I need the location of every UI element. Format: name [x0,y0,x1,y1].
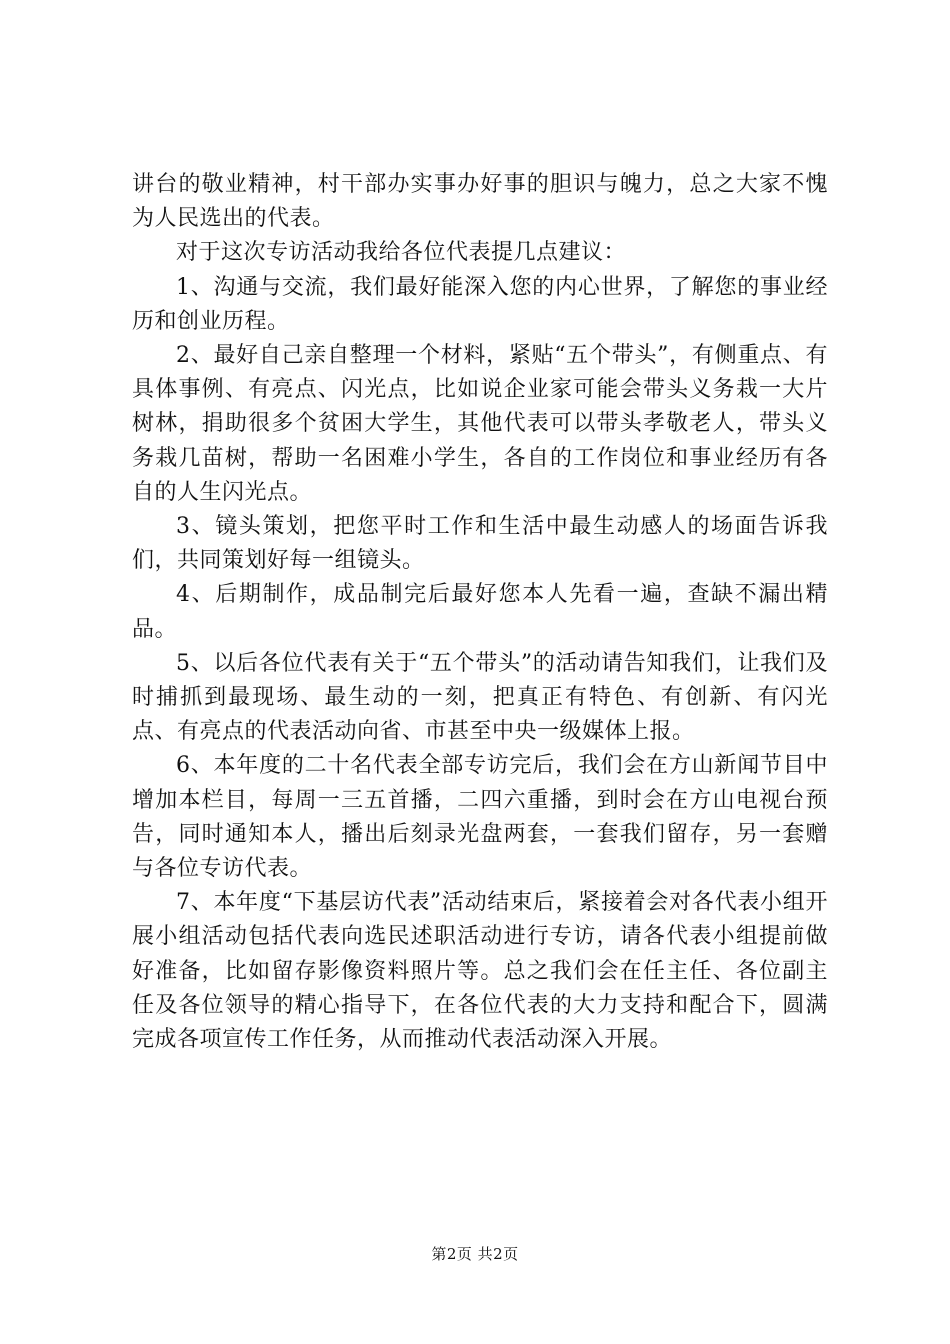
page-footer [0,1244,950,1264]
paragraph-item-1: 1、沟通与交流，我们最好能深入您的内心世界，了解您的事业经历和创业历程。 [132,274,828,334]
paragraph-item-5: 5、以后各位代表有关于“五个带头”的活动请告知我们，让我们及时捕抓到最现场、最生动的一刻，把真正有特色、有创新、有闪光点、有亮点的代表活动向省、市甚至中央一级媒体上报。 [132,650,828,745]
paragraph-continuation: 讲台的敬业精神，村干部办实事办好事的胆识与魄力，总之大家不愧为人民选出的代表。 [132,172,828,232]
page-number-label: 第2页 共2页 [431,1245,519,1263]
document-body [132,168,828,1057]
paragraph-intro-suggestions: 对于这次专访活动我给各位代表提几点建议： [176,240,627,266]
paragraph-item-3: 3、镜头策划，把您平时工作和生活中最生动感人的场面告诉我们，共同策划好每一组镜头。 [132,514,828,574]
paragraph-item-4: 4、后期制作，成品制完后最好您本人先看一遍，查缺不漏出精品。 [132,582,828,642]
paragraph-item-7: 7、本年度“下基层访代表”活动结束后，紧接着会对各代表小组开展小组活动包括代表向选民述职活动进行专访，请各代表小组提前做好准备，比如留存影像资料照片等。总之我们会在任主任、各位副主任及各位领导的精心指导下，在各位代表的大力支持和配合下，圆满完成各项宣传工作任务，从而推动代表活动深入开展。 [132,890,828,1053]
paragraph-item-2: 2、最好自己亲自整理一个材料，紧贴“五个带头”，有侧重点、有具体事例、有亮点、闪光点，比如说企业家可能会带头义务栽一大片树林，捐助很多个贫困大学生，其他代表可以带头孝敬老人，带头义务栽几苗树，帮助一名困难小学生，各自的工作岗位和事业经历有各自的人生闪光点。 [132,343,828,505]
paragraph-item-6: 6、本年度的二十名代表全部专访完后，我们会在方山新闻节目中增加本栏目，每周一三五首播，二四六重播，到时会在方山电视台预告，同时通知本人，播出后刻录光盘两套，一套我们留存，另一套赠与各位专访代表。 [132,753,828,882]
